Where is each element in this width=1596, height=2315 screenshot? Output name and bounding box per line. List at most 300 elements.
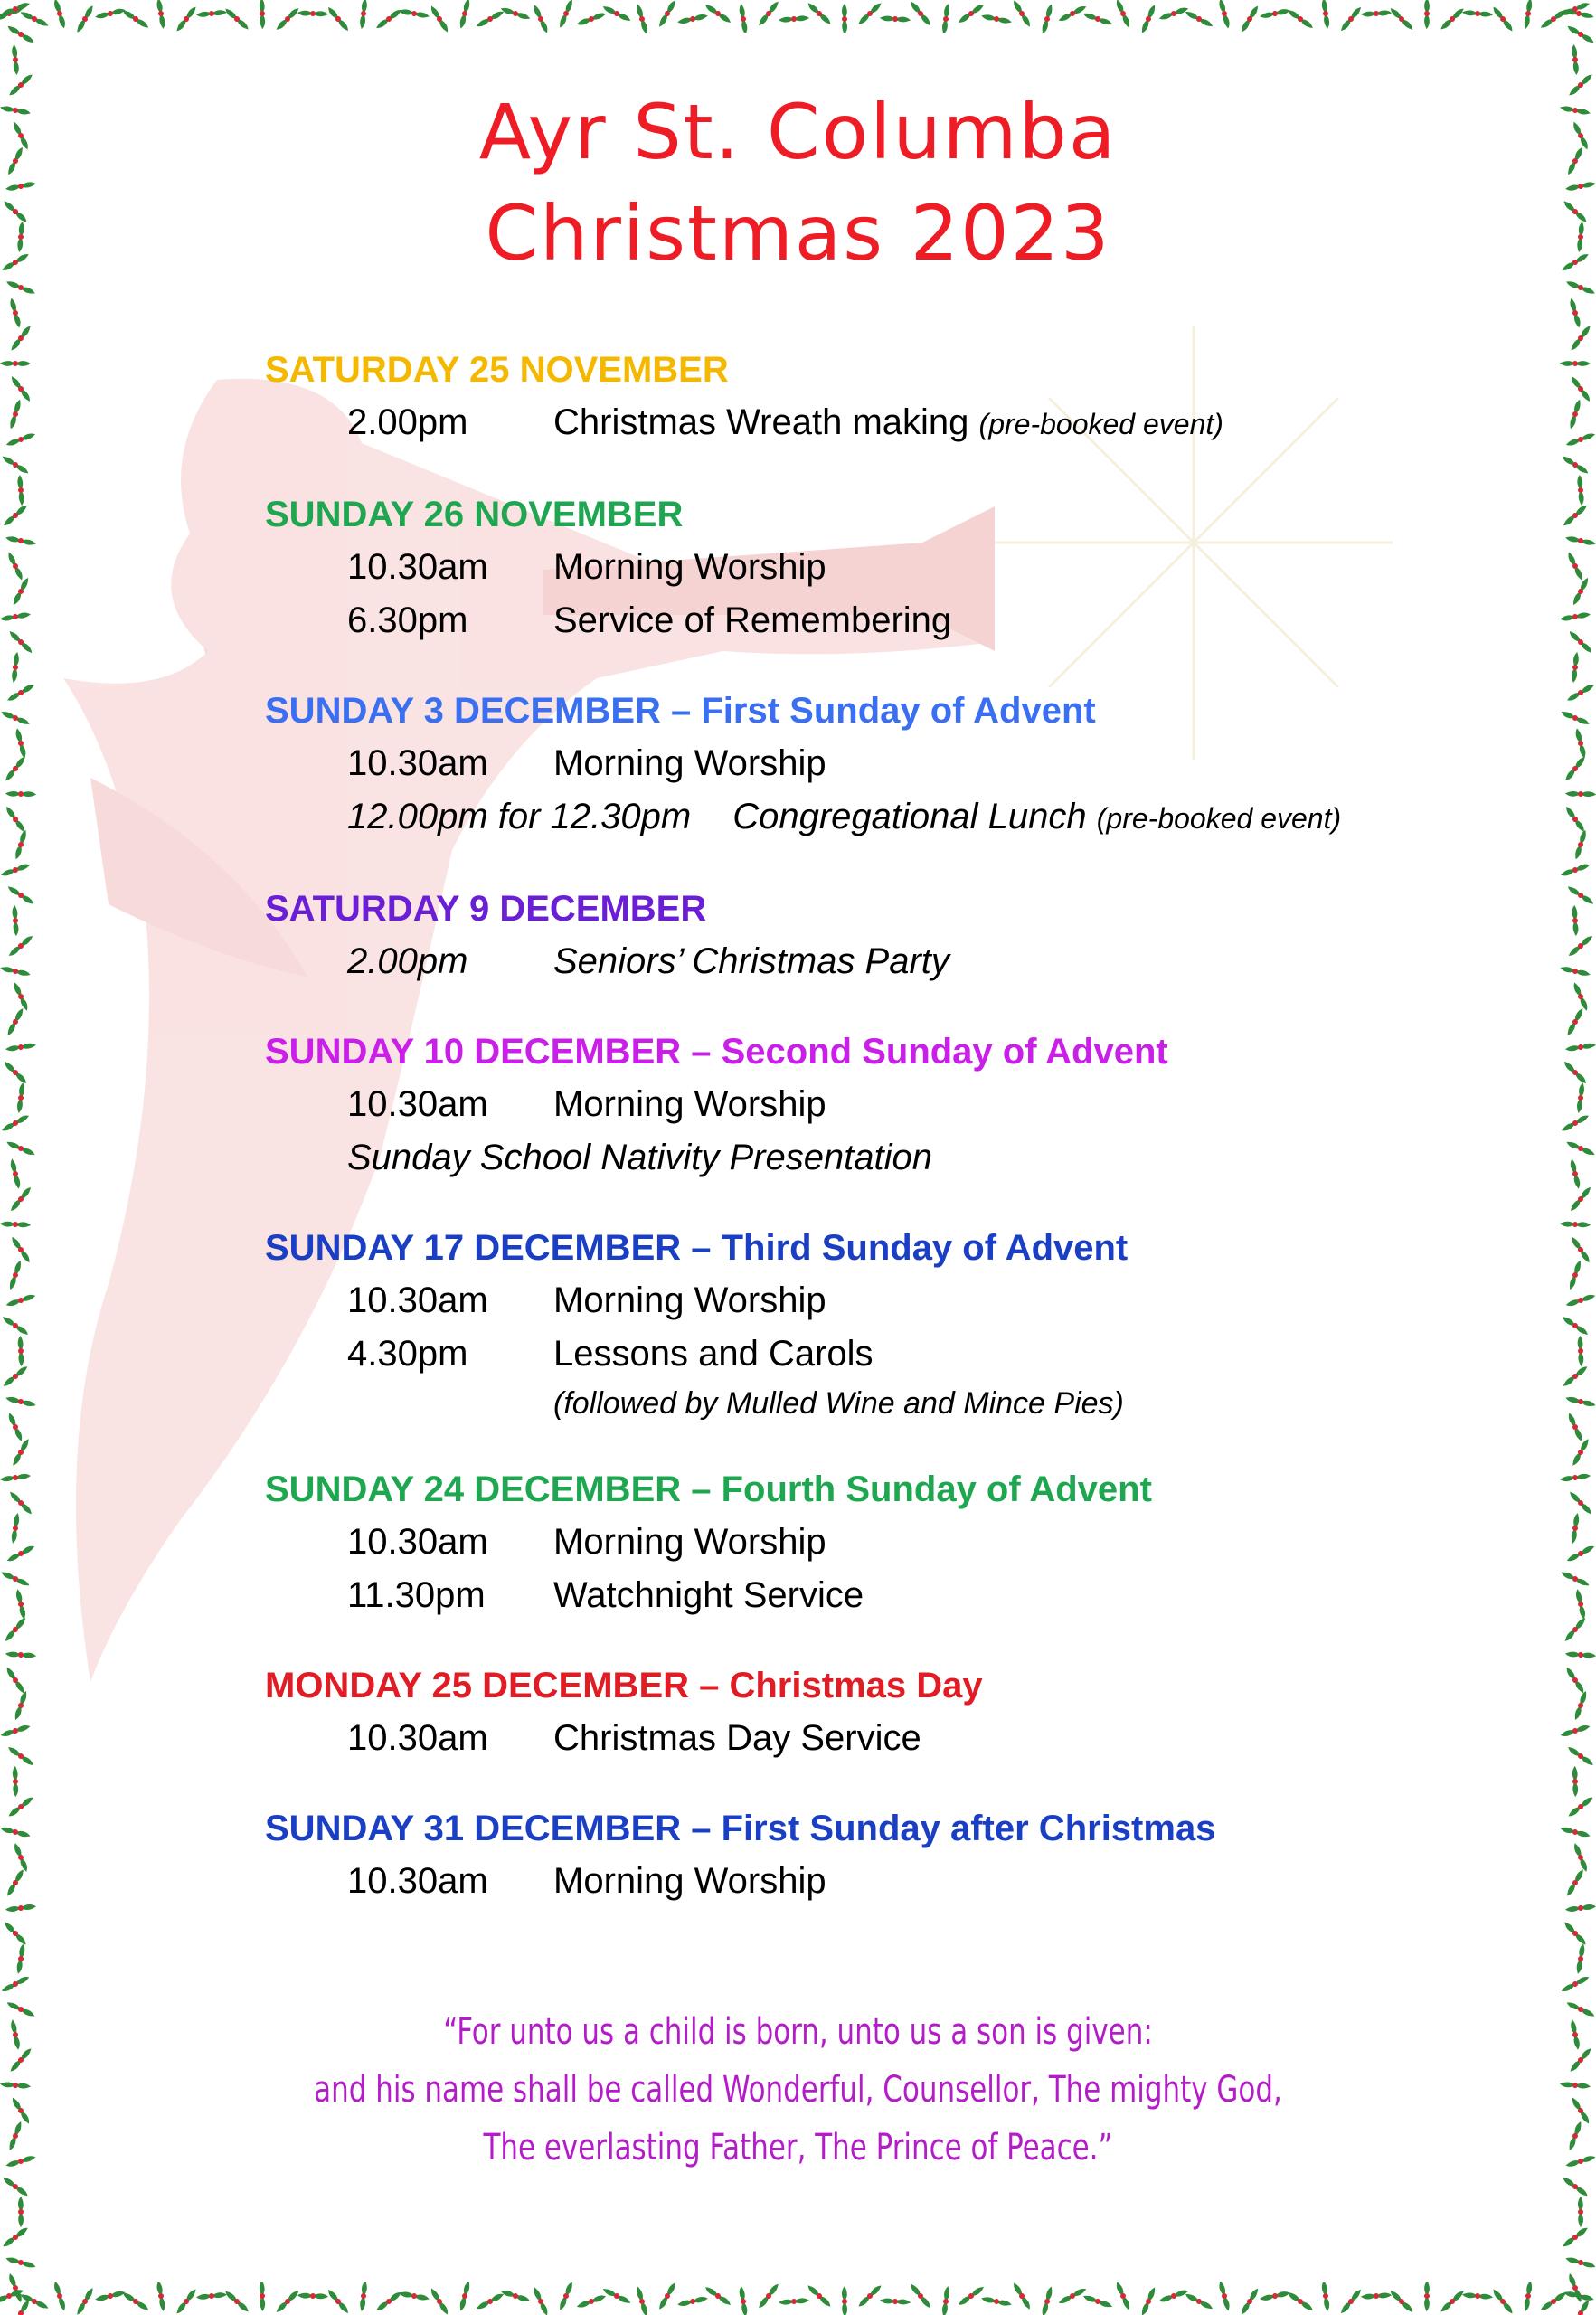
day-occasion: – First Sunday of Advent	[660, 691, 1096, 731]
holly-sprig-icon	[1565, 1388, 1596, 1414]
schedule-day	[265, 685, 1477, 846]
holly-sprig-icon	[1565, 1186, 1596, 1211]
holly-sprig-icon	[5, 326, 36, 351]
event-title: Service of Remembering	[553, 600, 952, 640]
holly-sprig-icon	[534, 2287, 547, 2315]
holly-sprig-icon	[1572, 1589, 1589, 1620]
holly-sprig-icon	[6, 1665, 24, 1696]
holly-sprig-icon	[7, 829, 35, 859]
holly-sprig-icon	[1572, 1234, 1590, 1265]
holly-sprig-icon	[1569, 627, 1592, 658]
holly-sprig-icon	[251, 2282, 273, 2311]
holly-sprig-icon	[196, 2286, 227, 2306]
holly-sprig-icon	[1185, 4, 1213, 33]
holly-sprig-icon	[1493, 2286, 1513, 2315]
holly-sprig-icon	[500, 0, 530, 27]
holly-sprig-icon	[0, 1819, 31, 1846]
holly-sprig-icon	[1561, 3, 1590, 15]
holly-sprig-icon	[1572, 728, 1588, 758]
holly-sprig-icon	[0, 756, 31, 781]
holly-sprig-icon	[1569, 2273, 1582, 2302]
holly-sprig-icon	[3, 1513, 28, 1544]
holly-sprig-icon	[12, 1234, 30, 1265]
event-note: (pre-booked event)	[978, 408, 1223, 440]
holly-sprig-icon	[0, 1869, 31, 1896]
event-row	[265, 790, 1477, 846]
holly-sprig-icon	[1565, 1038, 1596, 1056]
holly-sprig-icon	[5, 1439, 35, 1467]
holly-sprig-icon	[5, 1643, 36, 1667]
holly-sprig-icon	[1493, 4, 1513, 33]
holly-sprig-icon	[834, 4, 855, 33]
holly-sprig-icon	[1336, 2289, 1367, 2313]
holly-sprig-icon	[9, 2273, 22, 2302]
holly-sprig-icon	[52, 2282, 67, 2310]
event-title: Morning Worship	[553, 743, 826, 783]
holly-sprig-icon	[1565, 577, 1595, 605]
event-schedule	[265, 344, 1477, 1945]
holly-sprig-icon	[327, 2286, 348, 2315]
holly-sprig-icon	[1134, 5, 1163, 33]
schedule-day	[265, 1025, 1477, 1185]
holly-sprig-icon	[1260, 5, 1290, 23]
event-title: Congregational Lunch	[732, 797, 1087, 836]
holly-sprig-icon	[1437, 8, 1469, 30]
schedule-day	[265, 1659, 1477, 1765]
event-time: 2.00pm	[347, 402, 468, 442]
day-date: SUNDAY 3 DECEMBER	[265, 691, 661, 731]
holly-sprig-icon	[1462, 2, 1494, 25]
holly-sprig-icon	[1390, 2286, 1413, 2315]
holly-sprig-icon	[1568, 1943, 1593, 1974]
day-heading	[265, 1463, 1477, 1516]
holly-sprig-icon	[1566, 1665, 1584, 1696]
holly-sprig-icon	[70, 5, 99, 33]
event-time: 10.30am	[347, 743, 488, 783]
holly-sprig-icon	[5, 1797, 36, 1817]
day-date: SATURDAY 25 NOVEMBER	[265, 350, 729, 390]
holly-sprig-icon	[1566, 1134, 1595, 1163]
holly-sprig-icon	[5, 44, 25, 75]
holly-sprig-icon	[1082, 2287, 1112, 2315]
holly-sprig-icon	[677, 2293, 708, 2310]
day-occasion: – Third Sunday of Advent	[681, 1228, 1129, 1268]
holly-sprig-icon	[9, 627, 33, 658]
holly-sprig-icon	[1565, 783, 1596, 806]
holly-sprig-icon	[635, 4, 649, 33]
holly-sprig-icon	[855, 2285, 886, 2308]
holly-sprig-icon	[373, 9, 404, 28]
holly-sprig-icon	[1567, 829, 1595, 859]
event-time: 6.30pm	[347, 600, 468, 640]
holly-sprig-icon	[1565, 905, 1586, 937]
event-title: Sunday School Nativity Presentation	[347, 1138, 933, 1177]
holly-sprig-icon	[1565, 1439, 1595, 1467]
holly-sprig-icon	[327, 4, 348, 33]
holly-sprig-icon	[2, 1260, 30, 1290]
holly-sprig-icon	[0, 1115, 31, 1131]
holly-sprig-icon	[52, 0, 67, 28]
holly-sprig-icon	[1560, 1819, 1591, 1846]
event-title: Morning Worship	[553, 1280, 826, 1320]
holly-sprig-icon	[1034, 4, 1061, 33]
holly-sprig-icon	[911, 0, 931, 29]
holly-sprig-icon	[0, 1008, 30, 1036]
day-occasion: – Christmas Day	[689, 1666, 983, 1706]
holly-sprig-icon	[1288, 2286, 1314, 2315]
holly-sprig-icon	[1570, 2197, 1591, 2228]
holly-sprig-icon	[0, 958, 31, 984]
holly-sprig-icon	[956, 2287, 987, 2306]
holly-sprig-icon	[373, 2291, 404, 2310]
event-title: Morning Worship	[553, 1522, 826, 1562]
holly-sprig-icon	[1560, 958, 1591, 984]
holly-sprig-icon	[981, 6, 1012, 33]
holly-border-left	[0, 0, 36, 2315]
holly-sprig-icon	[704, 2282, 731, 2311]
holly-sprig-icon	[1562, 1260, 1590, 1290]
holly-sprig-icon	[122, 2286, 148, 2315]
holly-sprig-icon	[1565, 44, 1585, 75]
holly-sprig-icon	[6, 804, 25, 835]
holly-sprig-icon	[1390, 4, 1413, 33]
event-row	[265, 1516, 1477, 1569]
event-row	[265, 1855, 1477, 1908]
holly-sprig-icon	[1561, 1724, 1591, 1738]
holly-sprig-icon	[8, 1741, 34, 1772]
event-subnote: (followed by Mulled Wine and Mince Pies)	[553, 1386, 1124, 1421]
holly-sprig-icon	[981, 2289, 1012, 2315]
holly-sprig-icon	[1561, 704, 1590, 732]
holly-sprig-icon	[6, 1134, 35, 1163]
holly-sprig-icon	[1560, 608, 1591, 626]
holly-sprig-icon	[1317, 2282, 1336, 2311]
event-title: Lessons and Carols	[553, 1334, 874, 1374]
day-date: SUNDAY 17 DECEMBER	[265, 1228, 682, 1268]
holly-sprig-icon	[1570, 1336, 1591, 1367]
holly-sprig-icon	[1, 1564, 30, 1593]
holly-sprig-icon	[577, 2295, 606, 2308]
holly-sprig-icon	[1159, 2290, 1188, 2303]
holly-sprig-icon	[0, 505, 31, 526]
holly-sprig-icon	[6, 1293, 36, 1307]
holly-sprig-icon	[352, 2282, 376, 2311]
holly-sprig-icon	[1565, 326, 1596, 351]
scripture-quote	[0, 2003, 1596, 2177]
holly-sprig-icon	[1565, 685, 1596, 701]
holly-sprig-icon	[1516, 2282, 1541, 2311]
holly-sprig-icon	[399, 1, 430, 26]
holly-sprig-icon	[534, 5, 547, 33]
holly-sprig-icon	[1569, 1413, 1582, 1441]
holly-sprig-icon	[1560, 2227, 1591, 2247]
event-title: Morning Worship	[553, 1084, 826, 1124]
holly-sprig-icon	[5, 905, 26, 937]
holly-sprig-icon	[2, 1310, 28, 1341]
holly-sprig-icon	[430, 2286, 448, 2315]
holly-sprig-icon	[0, 1618, 31, 1642]
holly-sprig-icon	[1565, 1797, 1596, 1817]
holly-sprig-icon	[225, 2286, 250, 2315]
holly-sprig-icon	[1336, 6, 1367, 31]
event-row	[265, 1274, 1477, 1328]
holly-sprig-icon	[635, 2286, 649, 2315]
event-row	[265, 1131, 1477, 1185]
holly-sprig-icon	[552, 0, 581, 28]
day-occasion: – Fourth Sunday of Advent	[681, 1469, 1152, 1509]
holly-sprig-icon	[225, 4, 250, 33]
holly-sprig-icon	[1566, 1690, 1594, 1720]
holly-sprig-icon	[1566, 804, 1585, 835]
holly-sprig-icon	[1057, 6, 1087, 22]
holly-sprig-icon	[602, 2282, 630, 2310]
holly-sprig-icon	[1565, 528, 1596, 554]
holly-sprig-icon	[1565, 1898, 1596, 1917]
holly-sprig-icon	[399, 2283, 430, 2309]
holly-sprig-icon	[911, 2282, 931, 2311]
event-title: Morning Worship	[553, 1861, 826, 1901]
day-heading	[265, 1659, 1477, 1712]
day-date: SUNDAY 26 NOVEMBER	[265, 495, 684, 534]
event-time: 10.30am	[347, 547, 488, 587]
title-line-1: Ayr St. Columba	[478, 88, 1118, 176]
holly-sprig-icon	[0, 353, 31, 375]
holly-sprig-icon	[7, 880, 33, 911]
holly-sprig-icon	[1568, 1741, 1594, 1772]
holly-sprig-icon	[5, 577, 35, 605]
holly-sprig-icon	[1260, 2288, 1290, 2305]
holly-sprig-icon	[500, 2282, 530, 2310]
holly-sprig-icon	[1416, 2282, 1439, 2311]
holly-sprig-icon	[8, 1943, 33, 1974]
holly-sprig-icon	[1561, 864, 1590, 877]
holly-sprig-icon	[1565, 2249, 1596, 2276]
holly-sprig-icon	[7, 19, 34, 50]
holly-sprig-icon	[1568, 552, 1582, 581]
holly-sprig-icon	[552, 2282, 581, 2310]
schedule-day	[265, 344, 1477, 451]
holly-sprig-icon	[5, 1898, 36, 1917]
schedule-day	[265, 488, 1477, 647]
holly-sprig-icon	[1117, 2282, 1130, 2310]
day-heading	[265, 883, 1477, 935]
holly-sprig-icon	[5, 1388, 36, 1414]
holly-sprig-icon	[13, 728, 28, 758]
holly-sprig-icon	[2, 399, 29, 430]
event-time: 10.30am	[347, 1084, 488, 1124]
holly-sprig-icon	[1565, 935, 1596, 956]
holly-sprig-icon	[1566, 1293, 1596, 1307]
holly-sprig-icon	[0, 1213, 31, 1235]
holly-sprig-icon	[14, 1843, 27, 1872]
holly-sprig-icon	[1567, 1158, 1583, 1189]
holly-sprig-icon	[1560, 1977, 1590, 1992]
holly-sprig-icon	[1234, 2288, 1265, 2315]
holly-sprig-icon	[1561, 1564, 1590, 1593]
holly-sprig-icon	[9, 1413, 23, 1441]
holly-sprig-icon	[1159, 7, 1188, 21]
holly-sprig-icon	[880, 7, 911, 31]
holly-sprig-icon	[10, 2197, 32, 2228]
event-time: 11.30pm	[347, 1575, 486, 1615]
event-note: (pre-booked event)	[1096, 802, 1342, 835]
day-heading	[265, 1025, 1477, 1078]
holly-sprig-icon	[1560, 1618, 1591, 1642]
event-row	[265, 594, 1477, 647]
holly-sprig-icon	[5, 2249, 36, 2276]
holly-sprig-icon	[1571, 373, 1590, 404]
holly-sprig-icon	[807, 2282, 831, 2311]
holly-border-right	[1560, 0, 1596, 2315]
holly-sprig-icon	[704, 0, 731, 29]
holly-sprig-icon	[1562, 1310, 1588, 1341]
holly-sprig-icon	[1, 3, 30, 15]
holly-sprig-icon	[1288, 4, 1314, 33]
holly-sprig-icon	[956, 5, 987, 24]
holly-sprig-icon	[7, 1158, 24, 1189]
holly-sprig-icon	[5, 528, 36, 554]
holly-sprig-icon	[5, 783, 36, 806]
holly-sprig-icon	[1185, 2286, 1213, 2315]
holly-sprig-icon	[430, 4, 448, 33]
holly-sprig-icon	[272, 2291, 304, 2313]
holly-sprig-icon	[1, 864, 30, 877]
event-title: Christmas Day Service	[553, 1718, 921, 1758]
holly-sprig-icon	[11, 373, 30, 404]
holly-sprig-icon	[1560, 505, 1591, 526]
holly-sprig-icon	[1361, 2286, 1393, 2307]
day-date: SUNDAY 31 DECEMBER	[265, 1809, 682, 1848]
holly-sprig-icon	[4, 652, 28, 684]
holly-sprig-icon	[95, 5, 126, 22]
holly-sprig-icon	[734, 4, 752, 33]
event-time: 12.00pm for 12.30pm	[347, 797, 692, 836]
holly-sprig-icon	[297, 2284, 329, 2307]
holly-sprig-icon	[272, 8, 304, 31]
day-occasion: – First Sunday after Christmas	[681, 1809, 1216, 1848]
holly-border-bottom	[0, 2282, 1596, 2315]
holly-sprig-icon	[807, 0, 831, 29]
quote-line-1: “For unto us a child is born, unto us a son is given:	[443, 2011, 1153, 2053]
holly-sprig-icon	[352, 0, 376, 29]
holly-sprig-icon	[1317, 0, 1336, 29]
holly-sprig-icon	[1568, 1082, 1592, 1114]
holly-sprig-icon	[1564, 1766, 1586, 1798]
holly-sprig-icon	[70, 2288, 99, 2315]
holly-sprig-icon	[1563, 1513, 1588, 1544]
event-row	[265, 396, 1477, 451]
day-occasion: – Second Sunday of Advent	[681, 1032, 1168, 1072]
holly-sprig-icon	[4, 1057, 26, 1089]
holly-sprig-icon	[1562, 399, 1589, 430]
event-title: Watchnight Service	[553, 1575, 864, 1615]
day-date: SATURDAY 9 DECEMBER	[265, 889, 707, 929]
holly-sprig-icon	[652, 2282, 683, 2310]
holly-sprig-icon	[1, 704, 30, 732]
holly-sprig-icon	[855, 3, 886, 25]
holly-sprig-icon	[1566, 433, 1595, 446]
holly-sprig-icon	[1574, 1843, 1587, 1872]
page-title	[0, 81, 1596, 284]
holly-sprig-icon	[10, 1488, 33, 1519]
holly-sprig-icon	[0, 1977, 30, 1992]
holly-sprig-icon	[95, 2288, 126, 2304]
event-row	[265, 1078, 1477, 1131]
holly-sprig-icon	[753, 1, 784, 26]
event-row	[265, 541, 1477, 594]
holly-sprig-icon	[0, 1366, 31, 1387]
event-time: 10.30am	[347, 1718, 488, 1758]
event-time: 10.30am	[347, 1522, 488, 1562]
holly-sprig-icon	[13, 1589, 29, 1620]
holly-sprig-icon	[1057, 2289, 1087, 2304]
event-row	[265, 935, 1477, 988]
holly-sprig-icon	[6, 433, 35, 446]
holly-sprig-icon	[11, 475, 31, 506]
event-time: 10.30am	[347, 1861, 488, 1901]
holly-sprig-icon	[171, 2289, 202, 2314]
holly-sprig-icon	[475, 2293, 505, 2309]
holly-border-top	[0, 0, 1596, 33]
holly-sprig-icon	[451, 0, 478, 29]
day-date: SUNDAY 10 DECEMBER	[265, 1032, 682, 1072]
day-date: MONDAY 25 DECEMBER	[265, 1666, 690, 1706]
holly-sprig-icon	[6, 1690, 34, 1720]
holly-sprig-icon	[0, 1469, 31, 1488]
holly-sprig-icon	[1560, 1008, 1590, 1036]
holly-sprig-icon	[1563, 1057, 1586, 1089]
holly-sprig-icon	[1014, 2282, 1031, 2311]
quote-line-3: The everlasting Father, The Prince of Peace.”	[483, 2127, 1113, 2169]
holly-sprig-icon	[1565, 1545, 1595, 1561]
holly-sprig-icon	[1563, 652, 1588, 684]
holly-sprig-icon	[1014, 0, 1031, 29]
holly-sprig-icon	[1234, 5, 1265, 33]
day-date: SUNDAY 24 DECEMBER	[265, 1469, 682, 1509]
holly-sprig-icon	[577, 13, 606, 25]
holly-sprig-icon	[834, 2286, 855, 2315]
event-row	[265, 1328, 1477, 1381]
day-heading	[265, 488, 1477, 541]
holly-sprig-icon	[5, 1766, 26, 1798]
holly-sprig-icon	[1565, 1643, 1596, 1667]
holly-sprig-icon	[1361, 4, 1393, 24]
event-row	[265, 1712, 1477, 1765]
holly-sprig-icon	[10, 1336, 31, 1367]
holly-sprig-icon	[196, 4, 227, 24]
holly-sprig-icon	[1082, 5, 1112, 33]
holly-sprig-icon	[8, 298, 24, 327]
holly-sprig-icon	[1516, 0, 1541, 29]
day-heading	[265, 685, 1477, 737]
holly-sprig-icon	[1560, 1469, 1591, 1488]
holly-sprig-icon	[1560, 1115, 1591, 1131]
holly-sprig-icon	[1560, 1366, 1591, 1387]
holly-sprig-icon	[779, 2291, 810, 2311]
holly-sprig-icon	[0, 2227, 31, 2247]
holly-sprig-icon	[734, 2286, 752, 2315]
holly-sprig-icon	[8, 552, 23, 581]
holly-sprig-icon	[5, 1038, 36, 1056]
holly-sprig-icon	[753, 2283, 784, 2309]
holly-sprig-icon	[1217, 0, 1232, 29]
holly-sprig-icon	[1134, 2287, 1163, 2315]
day-heading	[265, 1222, 1477, 1274]
holly-sprig-icon	[652, 0, 683, 27]
holly-sprig-icon	[1573, 982, 1587, 1012]
holly-sprig-icon	[8, 1082, 33, 1114]
title-line-2: Christmas 2023	[485, 189, 1111, 278]
